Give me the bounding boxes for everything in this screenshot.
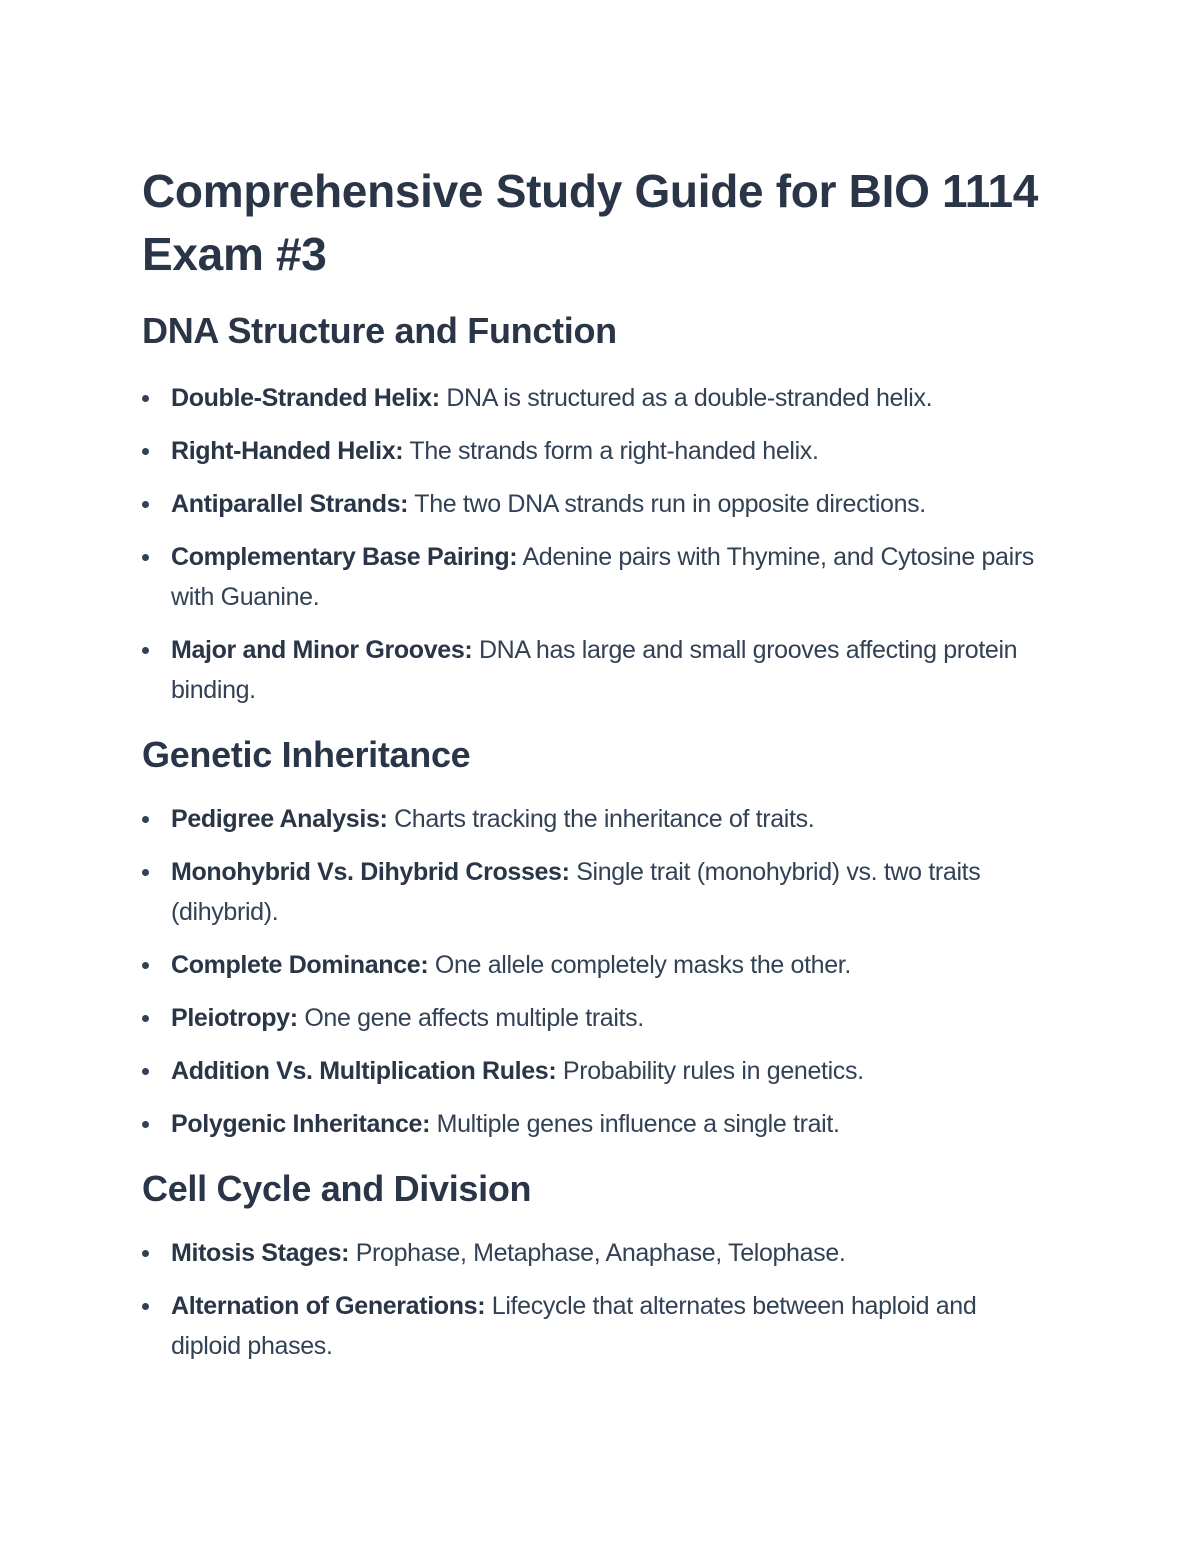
item-separator: : [395, 437, 404, 465]
item-term: Polygenic Inheritance [171, 1110, 423, 1138]
list-item [142, 852, 1052, 932]
bullet-list-cell-cycle [142, 1233, 1052, 1366]
item-term: Alternation of Generations [171, 1292, 478, 1320]
bullet-icon [142, 501, 149, 508]
item-term: Complete Dominance [171, 951, 421, 979]
item-separator: : [464, 636, 473, 664]
item-term: Pedigree Analysis [171, 805, 380, 833]
item-text: Multiple genes influence a single trait. [430, 1110, 840, 1138]
bullet-icon [142, 1303, 149, 1310]
bullet-icon [142, 1068, 149, 1075]
list-item [142, 799, 1052, 839]
item-term: Mitosis Stages [171, 1239, 342, 1267]
item-term: Right-Handed Helix [171, 437, 396, 465]
item-text: Adenine pairs with Thymine, and Cytosine pairs with Guanine. [171, 543, 1034, 611]
list-item [142, 998, 1052, 1038]
item-separator: : [477, 1292, 486, 1320]
item-text: One gene affects multiple traits. [297, 1004, 644, 1032]
list-item [142, 378, 1052, 418]
item-term: Pleiotropy [171, 1004, 290, 1032]
item-separator: : [431, 384, 440, 412]
item-separator: : [341, 1239, 350, 1267]
item-separator: : [548, 1057, 557, 1085]
item-text: Lifecycle that alternates between haploid and diploid phases. [171, 1292, 977, 1360]
item-term: Major and Minor Grooves [171, 636, 465, 664]
item-text: One allele completely masks the other. [428, 951, 851, 979]
bullet-icon [142, 1015, 149, 1022]
bullet-icon [142, 647, 149, 654]
list-item [142, 1051, 1052, 1091]
section-heading-dna-structure: DNA Structure and Function [142, 310, 617, 351]
section-heading-genetic-inheritance: Genetic Inheritance [142, 734, 471, 775]
list-item [142, 1233, 1052, 1273]
bullet-icon [142, 1250, 149, 1257]
item-term: Double-Stranded Helix [171, 384, 432, 412]
bullet-list-dna-structure [142, 378, 1052, 710]
item-text: Probability rules in genetics. [556, 1057, 864, 1085]
list-item [142, 1286, 1052, 1366]
bullet-icon [142, 395, 149, 402]
list-item [142, 484, 1052, 524]
item-separator: : [561, 858, 570, 886]
bullet-list-genetic-inheritance [142, 799, 1052, 1144]
item-text: DNA is structured as a double-stranded helix. [439, 384, 933, 412]
item-term: Monohybrid Vs. Dihybrid Crosses [171, 858, 562, 886]
bullet-icon [142, 869, 149, 876]
item-text: The two DNA strands run in opposite directions. [408, 490, 926, 518]
bullet-icon [142, 816, 149, 823]
document-title: Comprehensive Study Guide for BIO 1114 Exam #3 [142, 165, 1039, 280]
bullet-icon [142, 962, 149, 969]
list-item [142, 945, 1052, 985]
bullet-icon [142, 1121, 149, 1128]
item-separator: : [379, 805, 388, 833]
bullet-icon [142, 448, 149, 455]
item-separator: : [509, 543, 518, 571]
item-term: Antiparallel Strands [171, 490, 401, 518]
list-item [142, 1104, 1052, 1144]
item-term: Complementary Base Pairing [171, 543, 510, 571]
item-separator: : [420, 951, 429, 979]
item-text: The strands form a right-handed helix. [403, 437, 819, 465]
list-item [142, 630, 1052, 710]
document-page [142, 160, 1052, 1379]
item-term: Addition Vs. Multiplication Rules [171, 1057, 549, 1085]
item-text: DNA has large and small grooves affecting protein binding. [171, 636, 1018, 704]
item-separator: : [289, 1004, 298, 1032]
list-item [142, 537, 1052, 617]
item-text: Single trait (monohybrid) vs. two traits (dihybrid). [171, 858, 981, 926]
item-separator: : [400, 490, 409, 518]
list-item [142, 431, 1052, 471]
bullet-icon [142, 554, 149, 561]
item-text: Charts tracking the inheritance of traits. [387, 805, 815, 833]
item-text: Prophase, Metaphase, Anaphase, Telophase. [349, 1239, 846, 1267]
section-heading-cell-cycle: Cell Cycle and Division [142, 1168, 532, 1209]
item-separator: : [422, 1110, 431, 1138]
